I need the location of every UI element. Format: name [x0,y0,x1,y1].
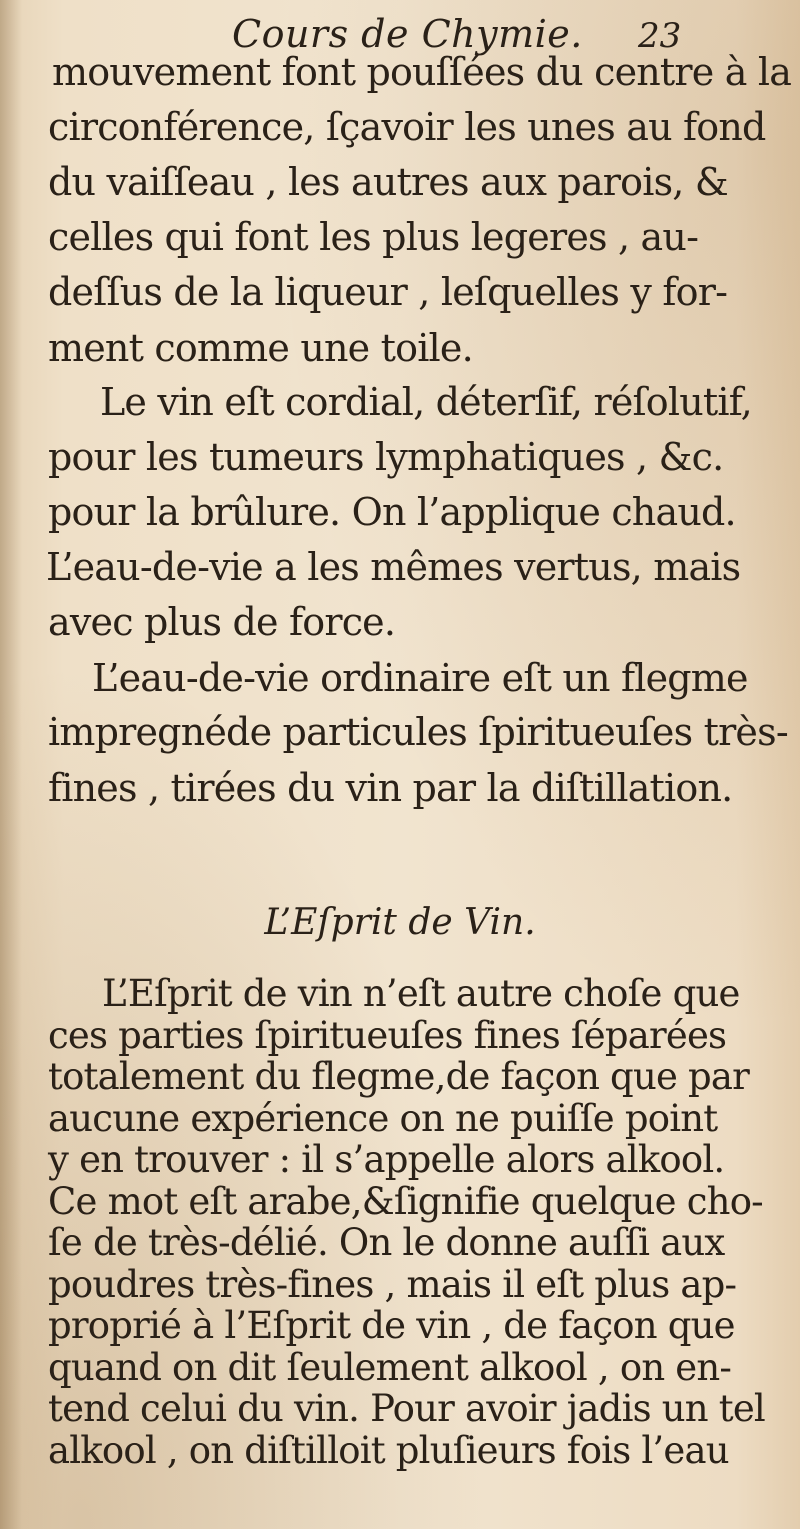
text-line: mouvement font pouſſées du centre à la [52,50,792,94]
text-line: y en trouver : il s’appelle alors alkool. [48,1138,725,1181]
text-line: poudres très-fines , mais il eſt plus ap- [48,1262,737,1306]
text-line: du vaiſſeau , les autres aux parois, & [48,160,728,204]
text-line: pour la brûlure. On l’applique chaud. [48,490,736,534]
text-line: totalement du flegme,de façon que par [48,1055,750,1098]
text-line: impregnéde particules ſpiritueuſes très- [48,710,788,754]
text-line: celles qui font les plus legeres , au- [48,215,699,259]
text-line: alkool , on diſtilloit pluſieurs fois l’eau [48,1428,729,1472]
text-line: ſe de très-délié. On le donne auſſi aux [48,1221,725,1264]
text-line: circonférence, ſçavoir les unes au fond [48,105,766,149]
text-line: quand on dit ſeulement alkool , on en- [48,1345,732,1389]
text-line: L’eau-de-vie ordinaire eſt un flegme [92,656,748,700]
text-line: ment comme une toile. [48,326,473,370]
text-line: tend celui du vin. Pour avoir jadis un tel [48,1387,765,1430]
text-line: L’Eſprit de vin n’eſt autre choſe que [102,972,740,1015]
text-line: Ce mot eſt arabe,&ſignifie quelque cho- [48,1179,763,1223]
text-line: avec plus de force. [48,600,396,644]
text-line: proprié à l’Eſprit de vin , de façon que [48,1304,735,1347]
running-title: Cours de Chymie. [232,12,583,56]
text-line: deſſus de la liqueur , leſquelles y for- [48,270,728,314]
text-line: pour les tumeurs lymphatiques , &c. [48,435,724,479]
page-number: 23 [638,16,682,56]
text-line: L’eau-de-vie a les mêmes vertus, mais [46,545,741,589]
text-line: aucune expérience on ne puiſſe point [48,1096,718,1140]
page-gutter-shadow [0,0,22,1529]
section-title: L’Eſprit de Vin. [264,902,536,943]
text-line: fines , tirées du vin par la diſtillation. [48,766,733,810]
text-line: ces parties ſpiritueuſes fines ſéparées [48,1013,727,1057]
text-line: Le vin eſt cordial, déterſif, réſolutif, [100,380,752,424]
